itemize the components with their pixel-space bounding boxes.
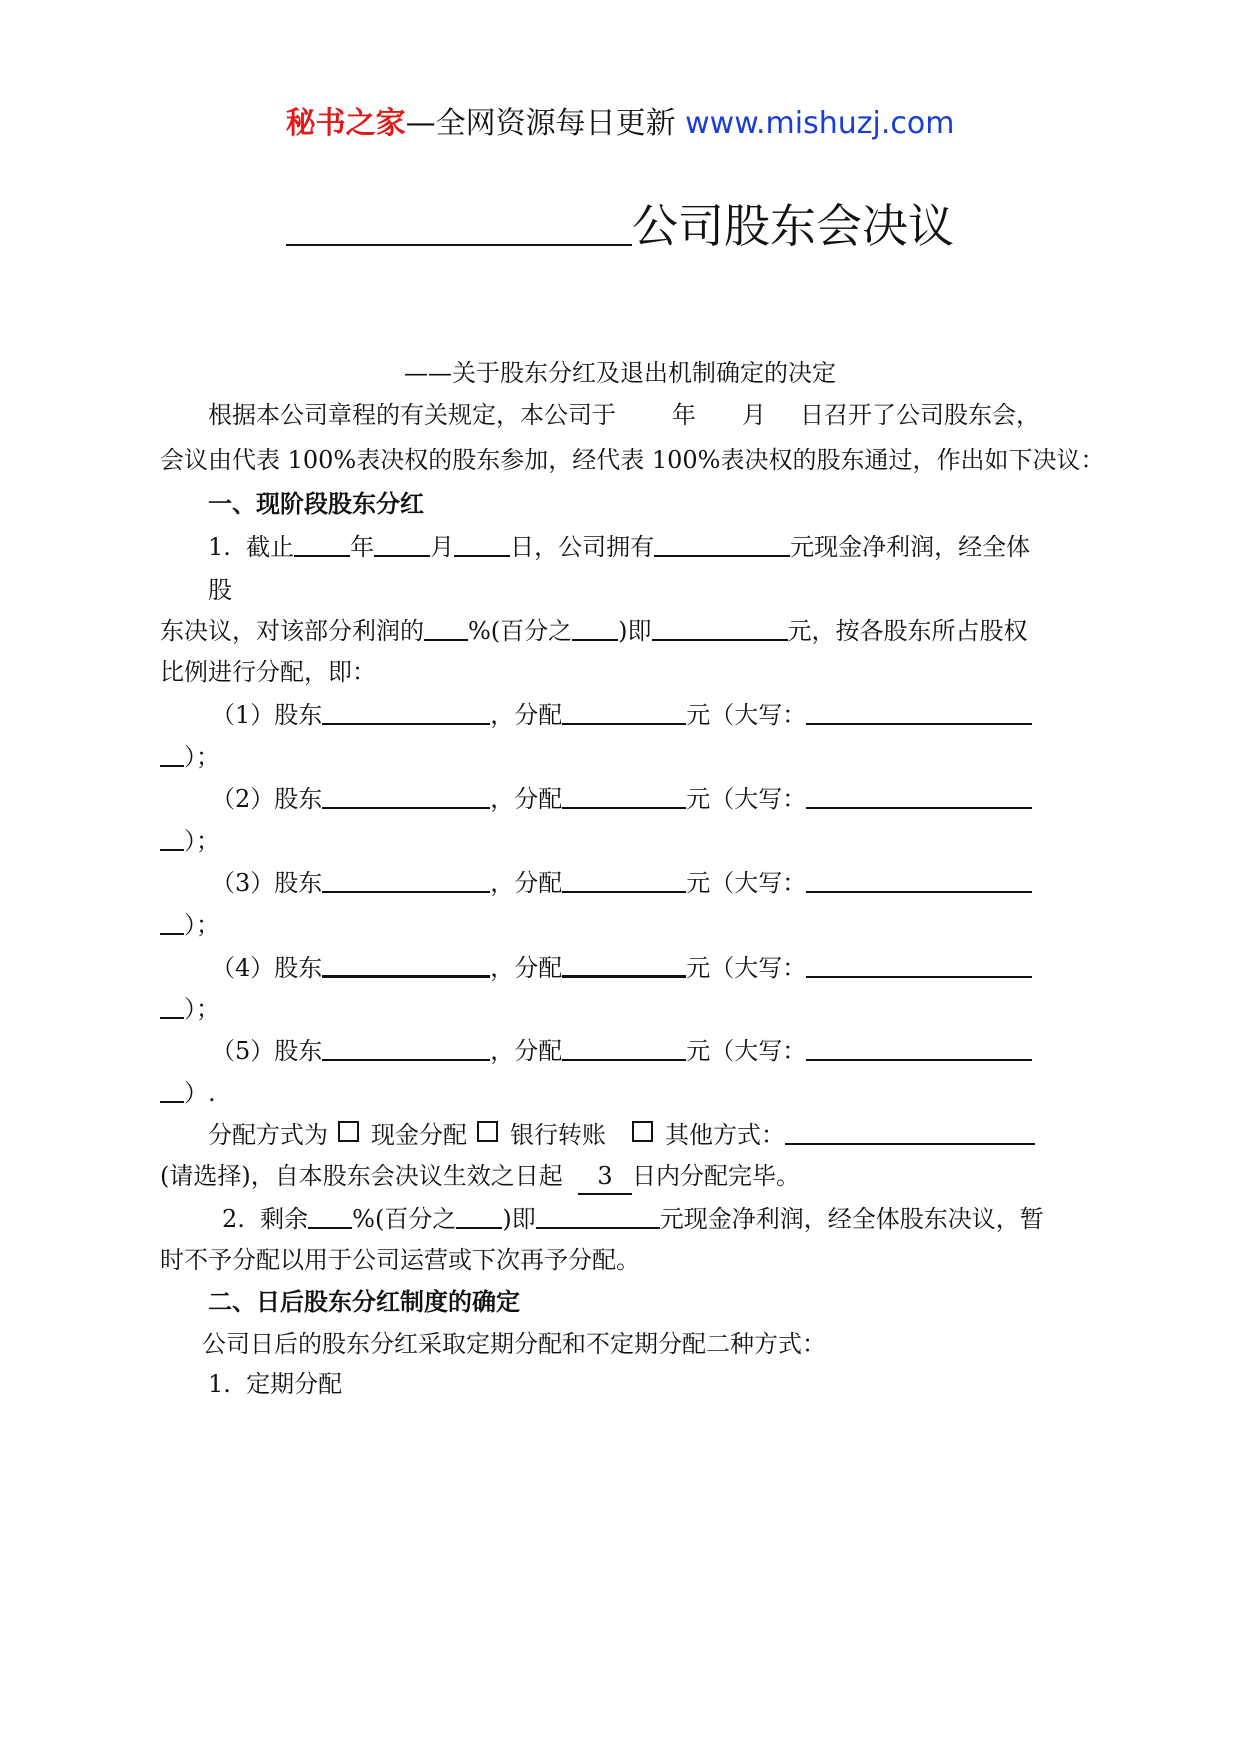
title-text: 公司股东会决议: [632, 199, 954, 253]
distribution-method-line: 分配方式为 现金分配 银行转账 其他方式：: [208, 1117, 1035, 1152]
blank-amount-words: [806, 1033, 1032, 1061]
blank-shareholder-amount: [562, 949, 686, 978]
blank-percent-words: [572, 613, 618, 641]
checkbox-other[interactable]: [632, 1121, 653, 1142]
item-1-line-4: 比例进行分配，即：: [160, 658, 376, 686]
shareholder-row-3-end: ）；: [160, 907, 220, 942]
brand-name: 秘书之家: [285, 106, 406, 141]
blank-shareholder-amount: [562, 865, 686, 893]
blank-month: [374, 529, 430, 557]
item-1-line-3: 东决议，对该部分利润的 %(百分之 )即 元，按各股东所占股权: [160, 613, 1028, 648]
item-2-line-2: 时不予分配以用于公司运营或下次再予分配。: [160, 1246, 640, 1274]
blank-shareholder-name: [322, 781, 490, 809]
blank-shareholder-name: [322, 865, 490, 893]
shareholder-row-2-end: ）；: [160, 823, 220, 858]
blank-day: [454, 529, 510, 557]
blank-remaining-percent: [308, 1201, 352, 1229]
blank-amount-words: [806, 865, 1032, 893]
section-1-heading: 一、现阶段股东分红: [208, 490, 424, 518]
blank-amount-words: [806, 697, 1032, 725]
blank-net-profit: [654, 529, 790, 557]
distribution-deadline-line: (请选择)，自本股东会决议生效之日起 3 日内分配完毕。: [160, 1159, 800, 1195]
shareholder-row-5-end: ）.: [160, 1075, 216, 1110]
shareholder-row-5: （5）股东 ，分配 元（大写：: [211, 1033, 1032, 1068]
shareholder-row-1: （1）股东 ，分配 元（大写：: [211, 697, 1032, 732]
blank-remaining-amount: [536, 1201, 660, 1229]
shareholder-row-4: （4）股东 ，分配 元（大写：: [211, 949, 1032, 985]
distribution-days: 3: [578, 1159, 632, 1195]
blank-year: [294, 529, 350, 557]
blank-shareholder-name: [322, 1033, 490, 1061]
shareholder-row-1-end: ）；: [160, 739, 220, 774]
blank-shareholder-amount: [562, 1033, 686, 1061]
section-2-item-1: 1. 定期分配: [208, 1370, 343, 1398]
section-2-heading: 二、日后股东分红制度的确定: [208, 1288, 520, 1316]
document-subtitle: ——关于股东分红及退出机制确定的决定: [404, 359, 836, 387]
site-banner: [0, 104, 1240, 144]
checkbox-cash[interactable]: [338, 1121, 359, 1142]
document-title: [0, 196, 1240, 256]
banner-slogan: —全网资源每日更新: [405, 106, 686, 141]
site-url[interactable]: www.mishuzj.com: [685, 106, 955, 141]
item-2-line-1: 2. 剩余 %(百分之 )即 元现金净利润，经全体股东决议，暂: [222, 1201, 1044, 1236]
shareholder-row-3: （3）股东 ，分配 元（大写：: [211, 865, 1032, 900]
blank-shareholder-name: [322, 697, 490, 725]
intro-line-1: 根据本公司章程的有关规定，本公司于 年 月 日召开了公司股东会，: [208, 401, 1040, 429]
blank-amount: [652, 613, 788, 641]
blank-shareholder-amount: [562, 697, 686, 725]
shareholder-row-2: （2）股东 ，分配 元（大写：: [211, 781, 1032, 816]
checkbox-bank-transfer[interactable]: [477, 1121, 498, 1142]
blank-percent: [424, 613, 468, 641]
blank-amount-words: [806, 950, 1032, 978]
blank-shareholder-amount: [562, 781, 686, 809]
item-1-line-1: 1. 截止 年 月 日，公司拥有 元现金净利润，经全体: [208, 529, 1030, 564]
item-1-line-2: 股: [208, 576, 232, 604]
blank-remaining-percent-words: [456, 1201, 502, 1229]
blank-other-method: [785, 1117, 1035, 1145]
section-2-paragraph: 公司日后的股东分红采取定期分配和不定期分配二种方式：: [202, 1330, 826, 1358]
blank-shareholder-name: [322, 949, 490, 978]
company-name-blank: [286, 200, 632, 246]
blank-amount-words: [806, 781, 1032, 809]
intro-line-2: 会议由代表 100%表决权的股东参加，经代表 100%表决权的股东通过，作出如下决议：: [160, 446, 1105, 474]
shareholder-row-4-end: ）；: [160, 991, 220, 1026]
